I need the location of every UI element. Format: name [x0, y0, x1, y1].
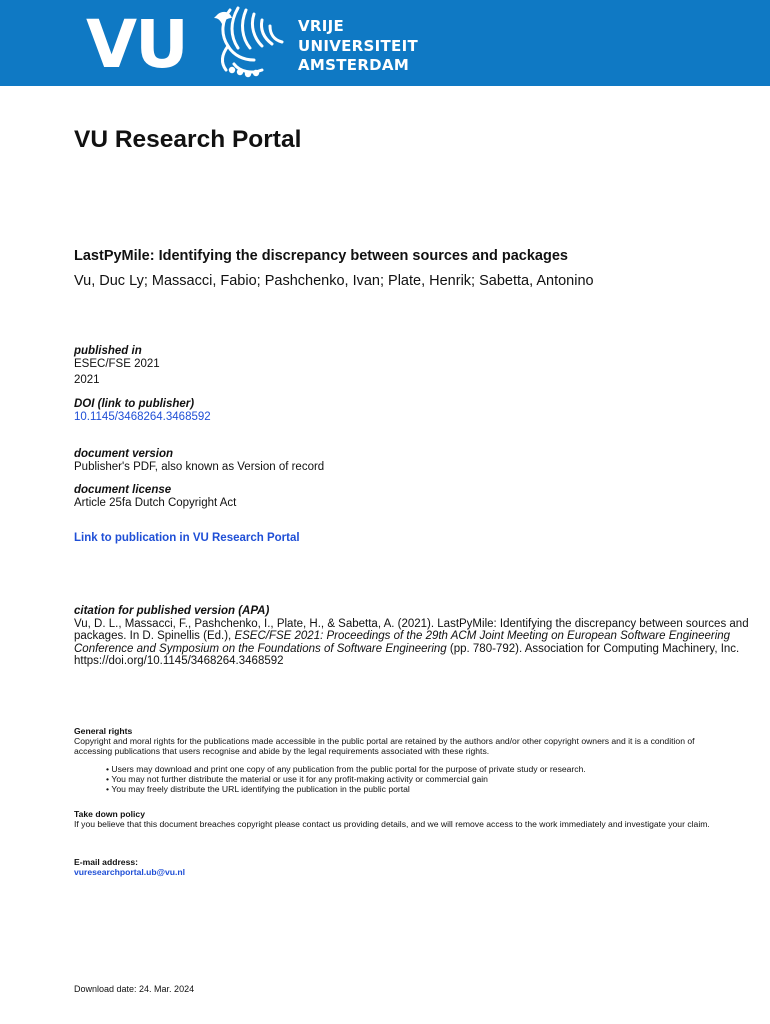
document-version-value: Publisher's PDF, also known as Version of record [74, 461, 325, 473]
published-in-block [74, 345, 160, 387]
document-version-label: document version [74, 448, 174, 460]
logo-line-2: UNIVERSITEIT [298, 36, 418, 55]
citation-proceedings-title: ESEC/FSE 2021: Proceedings of the 29th ACM Joint Meeting on European Software Engineering Conference and Symposium on the Foundations of Software Engineering [74, 630, 731, 655]
document-license-block [74, 484, 236, 510]
citation-block [74, 605, 754, 668]
email-link[interactable]: vuresearchportal.ub@vu.nl [74, 867, 186, 877]
email-block [74, 857, 734, 877]
takedown-title: Take down policy [74, 809, 145, 819]
doi-link[interactable]: 10.1145/3468264.3468592 [74, 411, 211, 423]
publication-authors: Vu, Duc Ly; Massacci, Fabio; Pashchenko, Ivan; Plate, Henrik; Sabetta, Antonino [74, 273, 594, 289]
doi-label: DOI (link to publisher) [74, 398, 195, 410]
logo-line-1: VRIJE [298, 17, 345, 35]
header-banner [0, 0, 770, 86]
takedown-text: If you believe that this document breaches copyright please contact us providing details, and we will remove access to the work immediately and investigate your claim. [74, 819, 710, 829]
rights-bullet: • Users may download and print one copy of any publication from the public portal for the purpose of private study or research. [106, 764, 734, 774]
publication-title: LastPyMile: Identifying the discrepancy between sources and packages [74, 248, 568, 264]
rights-bullet: • You may freely distribute the URL identifying the publication in the public portal [106, 784, 734, 794]
citation-label: citation for published version (APA) [74, 605, 270, 617]
citation-text-end: (pp. 780-792). Association for Computing Machinery, Inc. https://doi.org/10.1145/3468264.3468592 [74, 642, 740, 668]
published-in-label: published in [74, 345, 142, 357]
logo-line-3: AMSTERDAM [298, 56, 410, 74]
page-title: VU Research Portal [74, 126, 302, 153]
document-license-value: Article 25fa Dutch Copyright Act [74, 497, 237, 509]
takedown-block [74, 809, 734, 829]
published-in-venue: ESEC/FSE 2021 [74, 358, 160, 370]
published-in-year: 2021 [74, 374, 100, 386]
general-rights-text: Copyright and moral rights for the publications made accessible in the public portal are retained by the authors and/or other copyright owners and it is a condition of accessing publications that users recognise and abide by the legal requirements associated with these rights. [74, 736, 695, 756]
general-rights-title: General rights [74, 726, 133, 736]
email-label: E-mail address: [74, 857, 138, 867]
download-date: Download date: 24. Mar. 2024 [74, 984, 195, 994]
university-name [298, 17, 418, 76]
portal-publication-link[interactable]: Link to publication in VU Research Portal [74, 532, 300, 544]
document-version-block [74, 448, 324, 474]
logo-letters: VU [86, 6, 187, 83]
general-rights-block [74, 726, 734, 794]
citation-text-start: Vu, D. L., Massacci, F., Pashchenko, I., Plate, H., & Sabetta, A. (2021). LastPyMile: Identifying the discrepancy between sources and packages. In D. Spinellis (Ed.), [74, 617, 749, 643]
rights-bullet-list [74, 764, 734, 794]
griffin-logo-icon [200, 4, 290, 80]
rights-bullet: • You may not further distribute the material or use it for any profit-making activity or commercial gain [106, 774, 734, 784]
doi-block [74, 398, 211, 424]
document-license-label: document license [74, 484, 172, 496]
